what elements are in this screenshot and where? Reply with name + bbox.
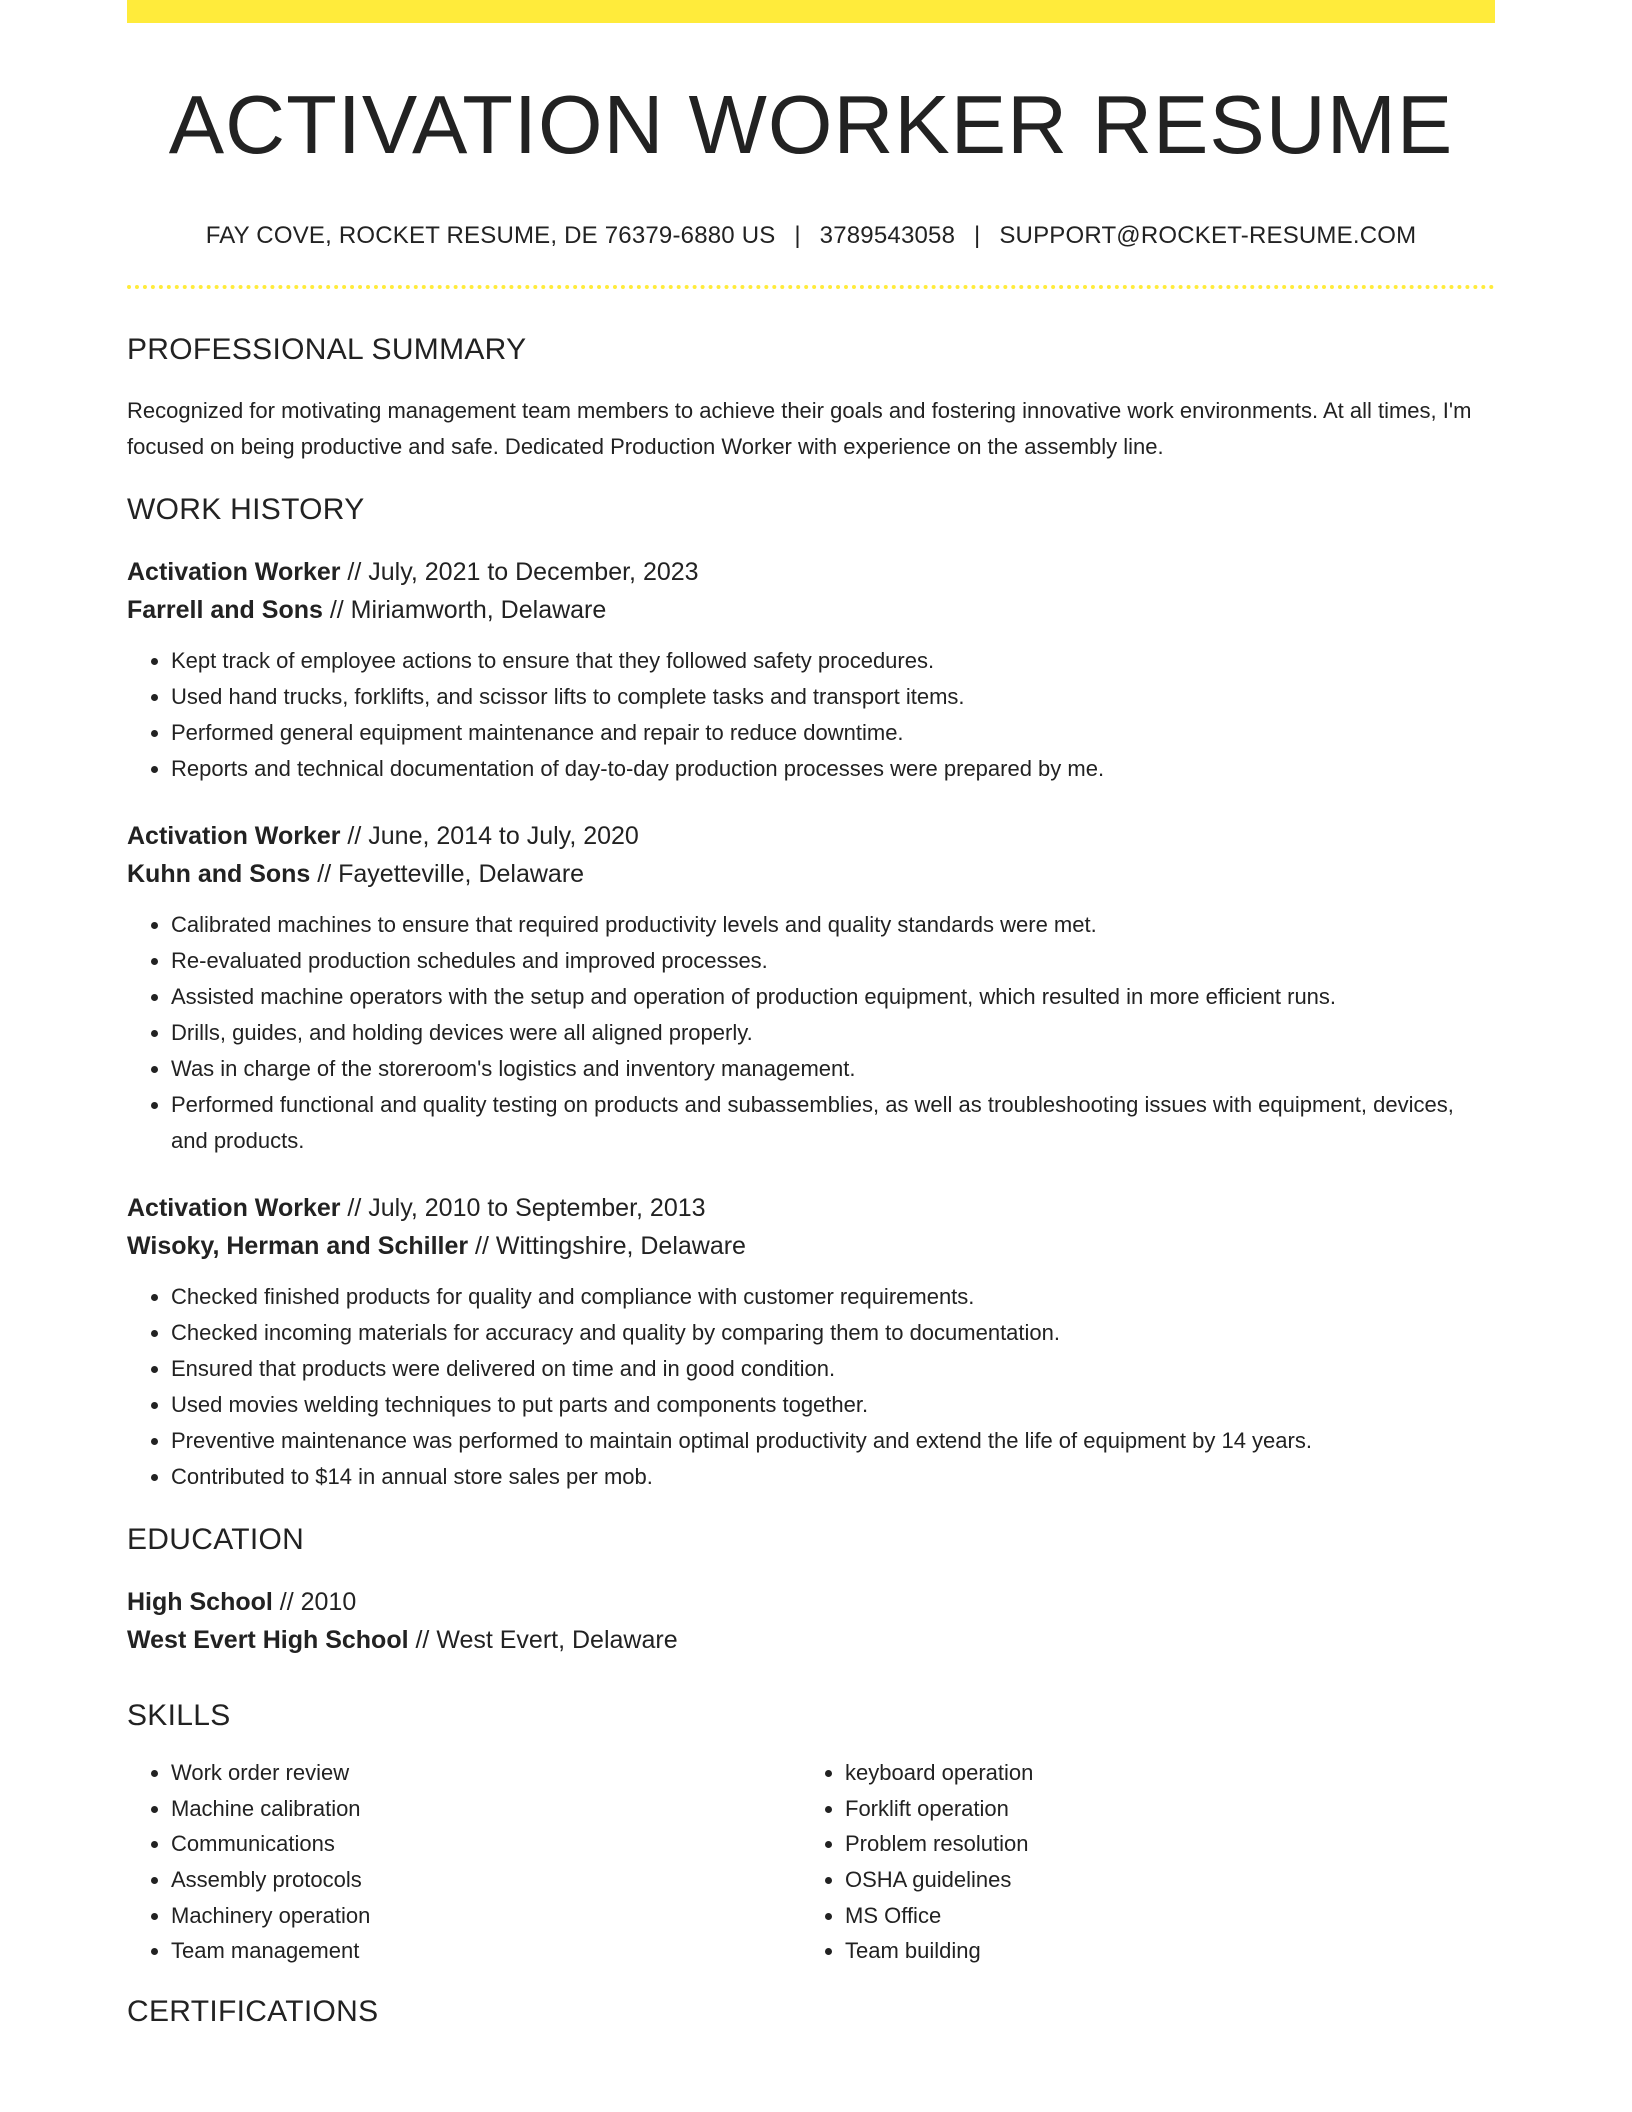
education-school: West Evert High School [127,1626,409,1655]
list-item: • Assembly protocols [171,1862,801,1898]
list-item: • Work order review [171,1755,801,1791]
job-location: // Miriamworth, Delaware [322,596,607,625]
list-item: • Forklift operation [845,1791,1475,1827]
contact-address: FAY COVE, ROCKET RESUME, DE 76379-6880 US [205,222,776,250]
job-entry [127,817,1495,1159]
list-item: • keyboard operation [845,1755,1475,1791]
contact-separator: | [974,222,981,250]
contact-line [127,222,1495,250]
job-bullets [127,1279,1495,1495]
list-item: • Calibrated machines to ensure that required productivity levels and quality standards were met. [171,907,1495,943]
job-company-line [127,1227,1495,1265]
list-item: • Reports and technical documentation of day-to-day production processes were prepared by me. [171,751,1495,787]
job-role: Activation Worker [127,558,341,587]
skills-list-left [127,1755,801,1969]
job-company: Farrell and Sons [127,596,323,625]
education-degree: High School [127,1588,273,1617]
list-item: • Contributed to $14 in annual store sales per mob. [171,1459,1495,1495]
list-item: • Machinery operation [171,1898,801,1934]
list-item: • Kept track of employee actions to ensure that they followed safety procedures. [171,643,1495,679]
list-item: • Checked finished products for quality and compliance with customer requirements. [171,1279,1495,1315]
job-company: Wisoky, Herman and Schiller [127,1232,469,1261]
job-role: Activation Worker [127,822,341,851]
job-entry [127,1189,1495,1495]
skills-columns [127,1755,1495,1969]
job-bullets [127,907,1495,1159]
education-location: // West Evert, Delaware [408,1626,678,1655]
skills-heading: SKILLS [127,1699,231,1733]
job-role-line [127,817,1495,855]
list-item: • Team building [845,1933,1475,1969]
list-item: • Used movies welding techniques to put parts and components together. [171,1387,1495,1423]
summary-heading: PROFESSIONAL SUMMARY [127,333,527,367]
job-dates: // July, 2010 to September, 2013 [340,1194,706,1223]
work-history-heading: WORK HISTORY [127,493,365,527]
list-item: • Used hand trucks, forklifts, and scissor lifts to complete tasks and transport items. [171,679,1495,715]
job-company: Kuhn and Sons [127,860,311,889]
list-item: • Team management [171,1933,801,1969]
job-dates: // July, 2021 to December, 2023 [340,558,699,587]
list-item: • Problem resolution [845,1826,1475,1862]
resume-title: ACTIVATION WORKER RESUME [168,78,1454,171]
job-company-line [127,591,1495,629]
education-heading: EDUCATION [127,1523,305,1557]
list-item: • Ensured that products were delivered on time and in good condition. [171,1351,1495,1387]
list-item: • Performed general equipment maintenance and repair to reduce downtime. [171,715,1495,751]
list-item: • Assisted machine operators with the setup and operation of production equipment, which resulted in more efficient runs. [171,979,1495,1015]
job-dates: // June, 2014 to July, 2020 [340,822,639,851]
contact-email: SUPPORT@ROCKET-RESUME.COM [999,222,1417,250]
education-school-line [127,1621,1495,1659]
accent-top-bar [127,0,1495,23]
contact-separator: | [794,222,801,250]
list-item: • Drills, guides, and holding devices were all aligned properly. [171,1015,1495,1051]
dotted-divider [127,285,1495,289]
list-item: • Checked incoming materials for accuracy and quality by comparing them to documentation. [171,1315,1495,1351]
list-item: • Machine calibration [171,1791,801,1827]
list-item: • Preventive maintenance was performed to maintain optimal productivity and extend the life of equipment by 14 years. [171,1423,1495,1459]
job-location: // Fayetteville, Delaware [310,860,585,889]
list-item: • Performed functional and quality testing on products and subassemblies, as well as troubleshooting issues with equipment, devices, and products. [171,1087,1495,1159]
job-role: Activation Worker [127,1194,341,1223]
certifications-heading: CERTIFICATIONS [127,1994,379,2028]
education-degree-line [127,1583,1495,1621]
summary-text: Recognized for motivating management team members to achieve their goals and fostering innovative work environments. At all times, I'm focused on being productive and safe. Dedicated Production Worker with experience on the assembly line. [127,398,1472,460]
list-item: • OSHA guidelines [845,1862,1475,1898]
job-entry [127,553,1495,787]
job-role-line [127,553,1495,591]
list-item: • Re-evaluated production schedules and improved processes. [171,943,1495,979]
list-item: • Communications [171,1826,801,1862]
job-company-line [127,855,1495,893]
contact-phone: 3789543058 [819,222,956,250]
education-year: // 2010 [272,1588,357,1617]
job-location: // Wittingshire, Delaware [468,1232,746,1261]
education-entry [127,1583,1495,1659]
list-item: • Was in charge of the storeroom's logistics and inventory management. [171,1051,1495,1087]
job-role-line [127,1189,1495,1227]
list-item: • MS Office [845,1898,1475,1934]
skills-list-right [801,1755,1475,1969]
resume-page [127,0,1495,2029]
job-bullets [127,643,1495,787]
